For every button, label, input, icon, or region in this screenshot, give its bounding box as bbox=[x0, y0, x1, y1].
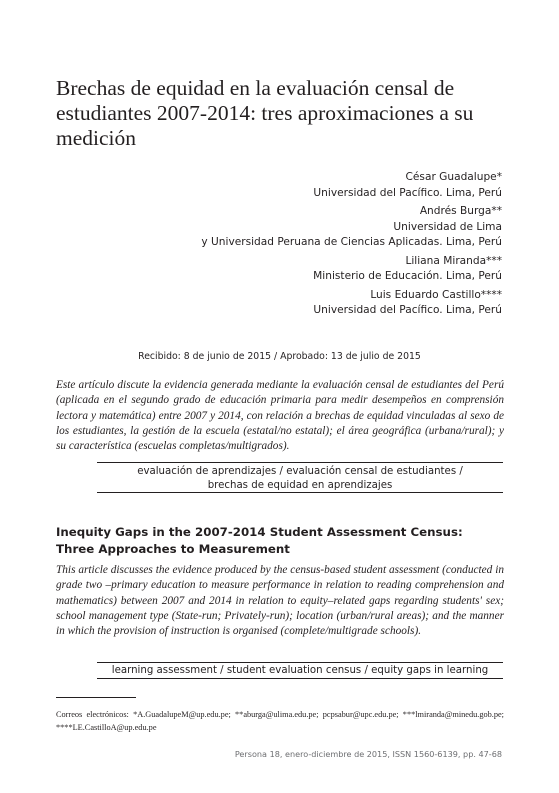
english-title-line: Inequity Gaps in the 2007-2014 Student Assessment Census: bbox=[56, 525, 463, 539]
author-name: Andrés Burga** bbox=[419, 205, 502, 217]
author-block bbox=[201, 204, 502, 251]
author-affiliation: Universidad del Pacífico. Lima, Perú bbox=[313, 186, 502, 199]
author-name: Luis Eduardo Castillo**** bbox=[370, 288, 502, 301]
footnote-separator bbox=[56, 697, 136, 698]
abstract-spanish: Este artículo discute la evidencia generada mediante la evaluación censal de estudiantes del Perú (aplicada en el segundo grado de educación primaria para medir desempeños en comprensión lectora y matemática) entre 2007 y 2014, con relación a brechas de equidad vinculadas al sexo de los estudiantes, la gestión de la escuela (estatal/no estatal); el área geográfica (urbana/rural); y su característica (escuelas completas/multigrados). bbox=[56, 379, 504, 453]
abstract-english: This article discusses the evidence produced by the census-based student assessment (conducted in grade two –primary education to measure performance in relation to reading comprehension and mathematics) between 2007 and 2014 in relation to equity–related gaps regarding students' sex; school management type (State-run; Privately-run); location (urban/rural areas); and the manner in which the provision of instruction is organised (complete/multigrade schools). bbox=[56, 564, 504, 638]
keywords-spanish bbox=[97, 465, 503, 493]
footnote-emails: Correos electrónicos: *A.GuadalupeM@up.edu.pe; **aburga@ulima.edu.pe; pcpsabur@upc.edu.pe; ***lmiranda@minedu.gob.pe; ****LE.CastilloA@up.edu.pe bbox=[56, 710, 504, 732]
author-block bbox=[201, 254, 502, 285]
english-title-line: Three Approaches to Measurement bbox=[56, 541, 290, 556]
keywords-top-rule bbox=[97, 462, 503, 463]
article-title: Brechas de equidad en la evaluación censal de estudiantes 2007-2014: tres aproximaciones a su medición bbox=[56, 76, 474, 150]
keywords-english: learning assessment / student evaluation census / equity gaps in learning bbox=[111, 665, 489, 676]
keywords-bottom-rule bbox=[97, 492, 503, 493]
keywords-spanish-line: brechas de equidad en aprendizajes bbox=[207, 480, 393, 491]
author-name: César Guadalupe* bbox=[405, 171, 502, 183]
author-affiliation: Ministerio de Educación. Lima, Perú bbox=[313, 270, 502, 282]
english-title bbox=[56, 524, 504, 557]
author-list bbox=[201, 170, 502, 322]
author-block bbox=[201, 288, 502, 319]
author-affiliation: Universidad del Pacífico. Lima, Perú bbox=[313, 304, 502, 316]
journal-footer: Persona 18, enero-diciembre de 2015, ISSN 1560-6139, pp. 47-68 bbox=[234, 749, 502, 759]
received-approved-dates: Recibido: 8 de junio de 2015 / Aprobado: 13 de julio de 2015 bbox=[138, 351, 421, 362]
author-name: Liliana Miranda*** bbox=[405, 254, 502, 267]
keywords-spanish-line: evaluación de aprendizajes / evaluación censal de estudiantes / bbox=[137, 466, 463, 477]
author-affiliation: Universidad de Lima bbox=[393, 220, 502, 233]
keywords-en-bottom-rule bbox=[97, 678, 503, 679]
keywords-en-top-rule bbox=[97, 662, 503, 663]
author-affiliation: y Universidad Peruana de Ciencias Aplicadas. Lima, Perú bbox=[201, 236, 502, 248]
author-block bbox=[201, 170, 502, 201]
